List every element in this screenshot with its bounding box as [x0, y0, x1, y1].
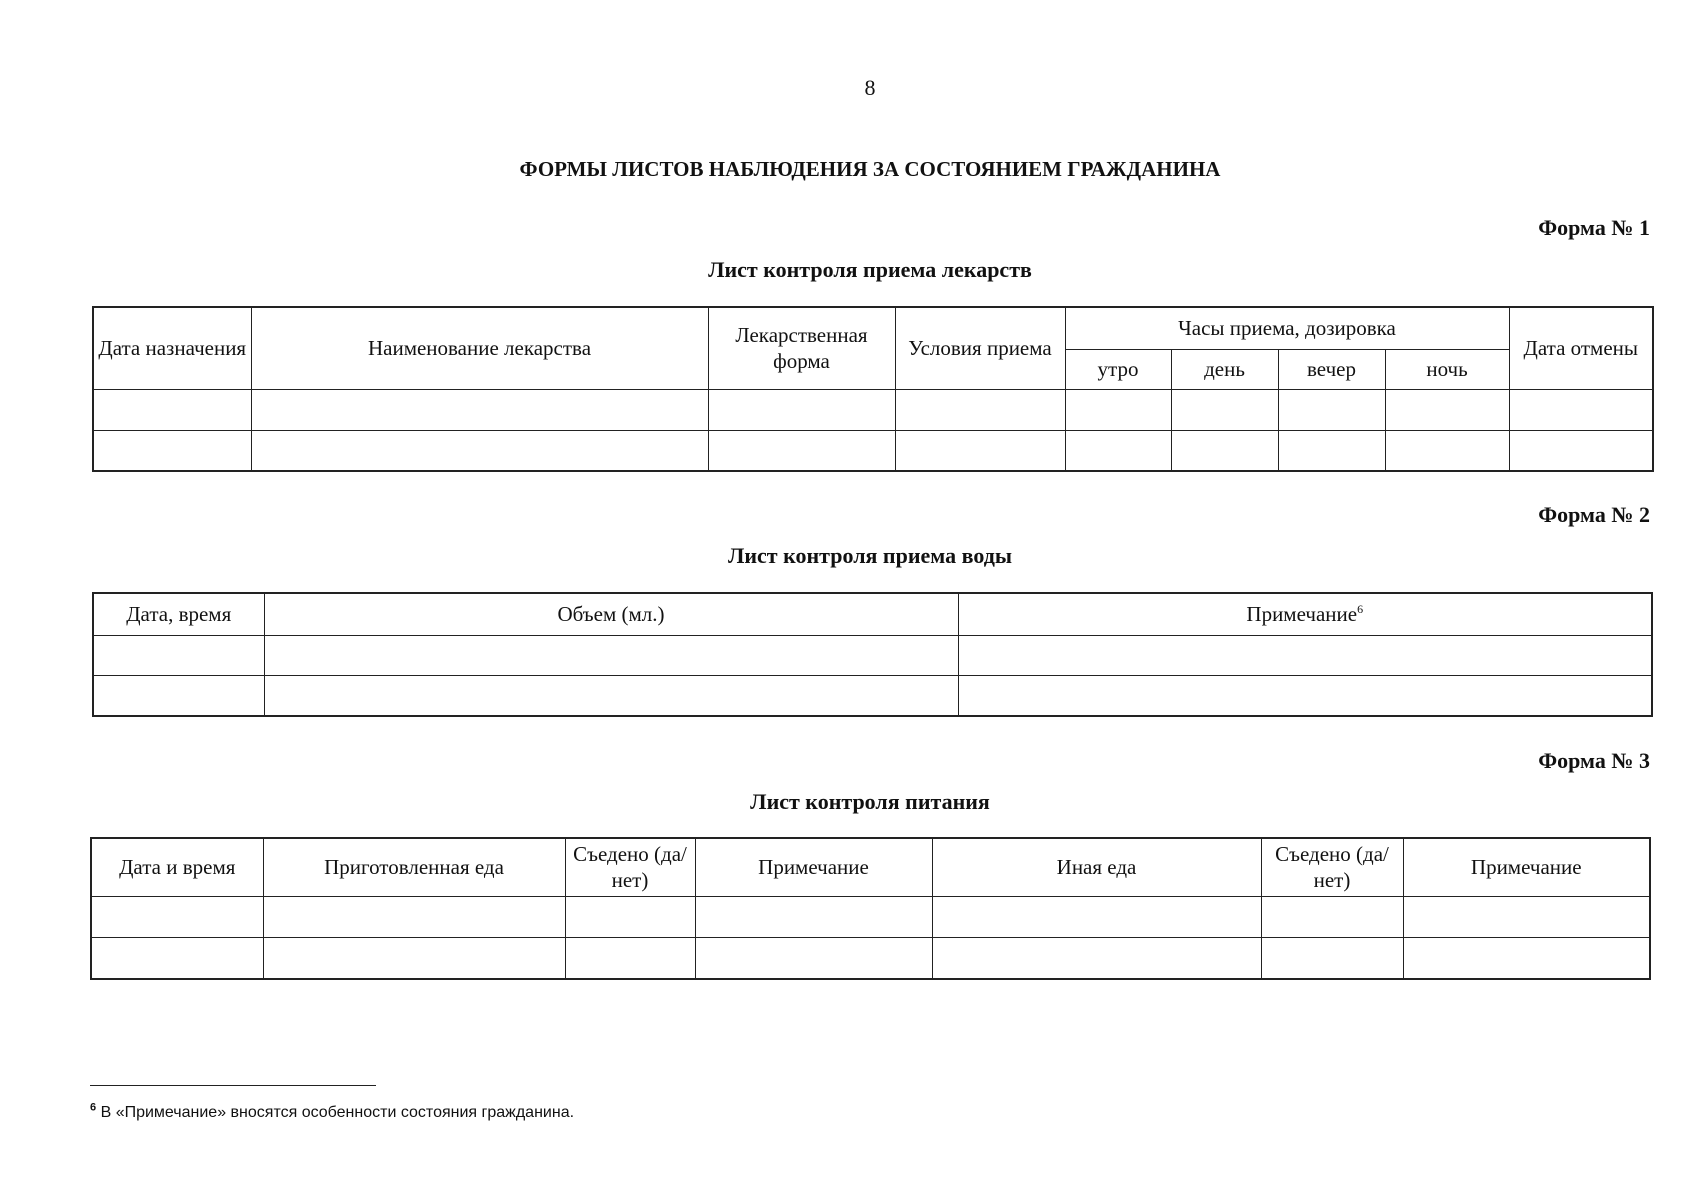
col-morning: утро: [1065, 349, 1171, 389]
form2-label: Форма № 2: [1538, 502, 1650, 527]
col-eaten-other: Съедено (да/нет): [1261, 838, 1403, 896]
empty-cell[interactable]: [91, 937, 263, 979]
form3-title: Лист контроля питания: [750, 789, 990, 814]
form1-title: Лист контроля приема лекарств: [708, 257, 1032, 282]
empty-cell[interactable]: [695, 896, 932, 937]
empty-cell[interactable]: [1385, 430, 1509, 471]
col-night: ночь: [1385, 349, 1509, 389]
col-conditions: Условия приема: [895, 307, 1065, 389]
col-other-food: Иная еда: [932, 838, 1261, 896]
empty-cell[interactable]: [1509, 389, 1653, 430]
table-row: [91, 937, 1650, 979]
empty-cell[interactable]: [1261, 937, 1403, 979]
empty-cell[interactable]: [565, 937, 695, 979]
empty-cell[interactable]: [708, 430, 895, 471]
col-dosage-form: Лекарственная форма: [708, 307, 895, 389]
empty-cell[interactable]: [91, 896, 263, 937]
col-note-other: Примечание: [1403, 838, 1650, 896]
col-eaten: Съедено (да/нет): [565, 838, 695, 896]
form1-label: Форма № 1: [1538, 215, 1650, 240]
empty-cell[interactable]: [895, 389, 1065, 430]
medication-control-table: [92, 306, 1654, 472]
empty-cell[interactable]: [1403, 896, 1650, 937]
col-drug-name: Наименование лекарства: [251, 307, 708, 389]
empty-cell[interactable]: [695, 937, 932, 979]
water-control-table: [92, 592, 1653, 717]
empty-cell[interactable]: [264, 635, 958, 675]
footnote: [90, 1101, 575, 1122]
page-number: 8: [864, 75, 876, 100]
empty-cell[interactable]: [93, 430, 251, 471]
footnote-text: В «Примечание» вносятся особенности состояния гражданина.: [96, 1104, 575, 1121]
col-date-assigned: Дата назначения: [93, 307, 251, 389]
col-note: Примечание: [695, 838, 932, 896]
table-row: [93, 635, 1652, 675]
form3-label: Форма № 3: [1538, 748, 1650, 773]
page-title: ФОРМЫ ЛИСТОВ НАБЛЮДЕНИЯ ЗА СОСТОЯНИЕМ ГРАЖДАНИНА: [519, 157, 1221, 181]
empty-cell[interactable]: [1278, 430, 1385, 471]
empty-cell[interactable]: [93, 635, 264, 675]
empty-cell[interactable]: [263, 896, 565, 937]
empty-cell[interactable]: [1278, 389, 1385, 430]
table-row: [93, 675, 1652, 716]
col-prepared-food: Приготовленная еда: [263, 838, 565, 896]
footnote-divider: [90, 1085, 376, 1086]
empty-cell[interactable]: [1171, 430, 1278, 471]
empty-cell[interactable]: [1171, 389, 1278, 430]
col-note-label: Примечание: [1246, 602, 1358, 627]
empty-cell[interactable]: [251, 389, 708, 430]
empty-cell[interactable]: [1509, 430, 1653, 471]
col-hours-group: Часы приема, дозировка: [1065, 307, 1509, 349]
empty-cell[interactable]: [263, 937, 565, 979]
empty-cell[interactable]: [1065, 389, 1171, 430]
empty-cell[interactable]: [565, 896, 695, 937]
col-volume: Объем (мл.): [264, 593, 958, 635]
empty-cell[interactable]: [1385, 389, 1509, 430]
table-row: [93, 389, 1653, 430]
col-note: [958, 593, 1652, 635]
footnote-ref: 6: [1357, 602, 1364, 617]
empty-cell[interactable]: [264, 675, 958, 716]
empty-cell[interactable]: [1065, 430, 1171, 471]
empty-cell[interactable]: [1403, 937, 1650, 979]
empty-cell[interactable]: [708, 389, 895, 430]
col-evening: вечер: [1278, 349, 1385, 389]
empty-cell[interactable]: [958, 675, 1652, 716]
empty-cell[interactable]: [251, 430, 708, 471]
form2-title: Лист контроля приема воды: [727, 543, 1013, 568]
empty-cell[interactable]: [932, 937, 1261, 979]
empty-cell[interactable]: [1261, 896, 1403, 937]
footnote-number: 6: [90, 1101, 97, 1114]
col-day: день: [1171, 349, 1278, 389]
empty-cell[interactable]: [958, 635, 1652, 675]
empty-cell[interactable]: [93, 389, 251, 430]
table-row: [91, 896, 1650, 937]
empty-cell[interactable]: [93, 675, 264, 716]
empty-cell[interactable]: [932, 896, 1261, 937]
col-date-cancel: Дата отмены: [1509, 307, 1653, 389]
col-datetime: Дата, время: [93, 593, 264, 635]
table-row: [93, 430, 1653, 471]
empty-cell[interactable]: [895, 430, 1065, 471]
nutrition-control-table: [90, 837, 1651, 980]
col-datetime: Дата и время: [91, 838, 263, 896]
